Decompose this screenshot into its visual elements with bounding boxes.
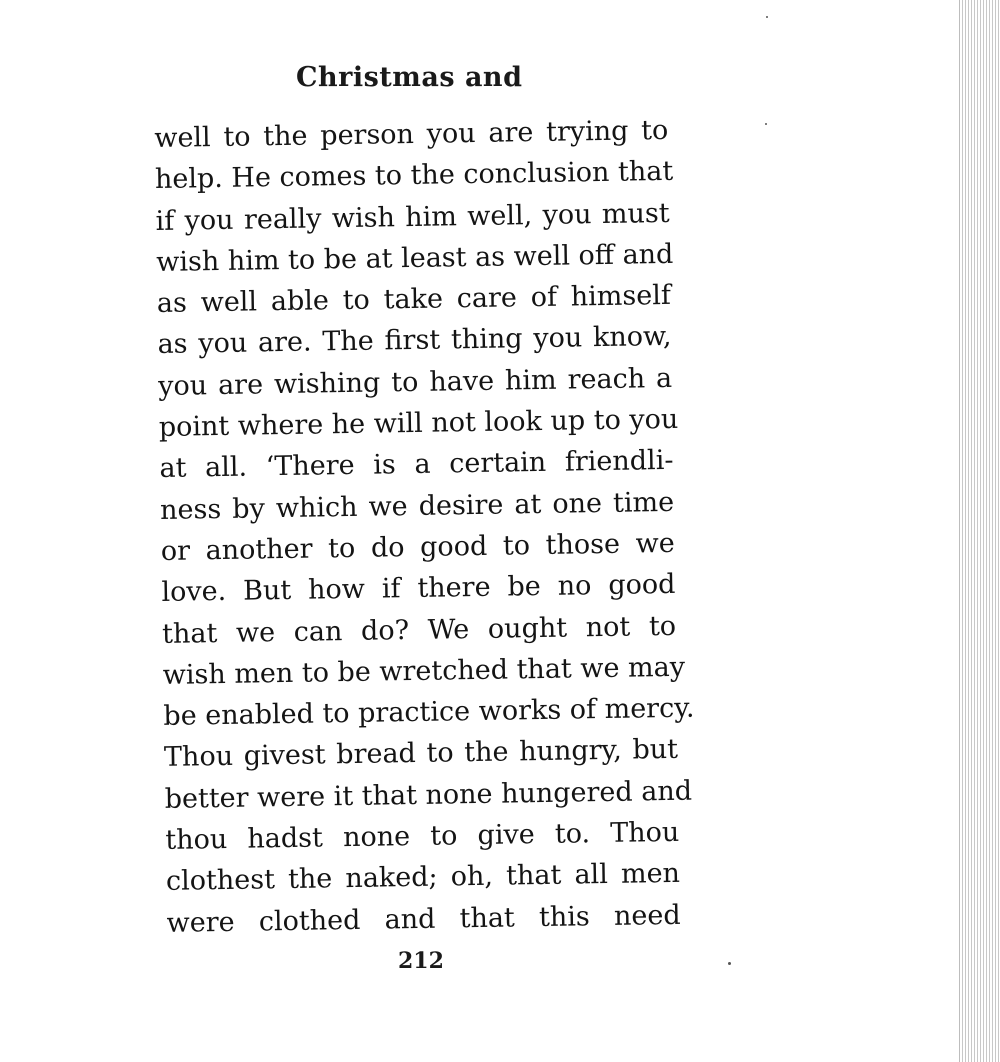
text-line: help. He comes to the conclusion that	[154, 156, 674, 196]
text-line: at all. ‘There is a certain friendli-	[159, 445, 674, 485]
text-line: as well able to take care of himself	[156, 280, 672, 320]
text-line: clothest the naked; oh, that all men	[165, 858, 681, 898]
text-line: love. But how if there be no good	[161, 569, 676, 609]
text-line: thou hadst none to give to. Thou	[165, 816, 680, 856]
text-line: if you really wish him well, you must	[155, 197, 670, 237]
text-line: wish men to be wretched that we may	[162, 651, 686, 691]
page-edge	[959, 0, 1000, 1062]
text-line: or another to do good to those we	[160, 527, 675, 567]
paper-speck	[765, 123, 767, 125]
body-text	[154, 110, 695, 944]
page-number: 212	[398, 948, 444, 974]
text-line: point where he will not look up to you	[158, 403, 679, 444]
text-line: well to the person you are trying to	[154, 114, 669, 154]
text-line: Thou givest bread to the hungry, but	[163, 734, 679, 774]
text-line: as you are. The first thing you know,	[157, 321, 672, 361]
paper-speck	[766, 16, 768, 18]
text-line: ness by which we desire at one time	[159, 486, 675, 526]
text-line: you are wishing to have him reach a	[157, 362, 673, 402]
text-line: better were it that none hungered and	[164, 775, 693, 815]
text-line: be enabled to practice works of mercy.	[163, 692, 695, 733]
text-line: were clothed and that this need	[166, 899, 681, 939]
text-line: that we can do? We ought not to	[161, 610, 677, 650]
running-head: Christmas and	[296, 62, 523, 93]
paper-speck	[728, 962, 731, 965]
text-line: wish him to be at least as well off and	[156, 238, 674, 278]
